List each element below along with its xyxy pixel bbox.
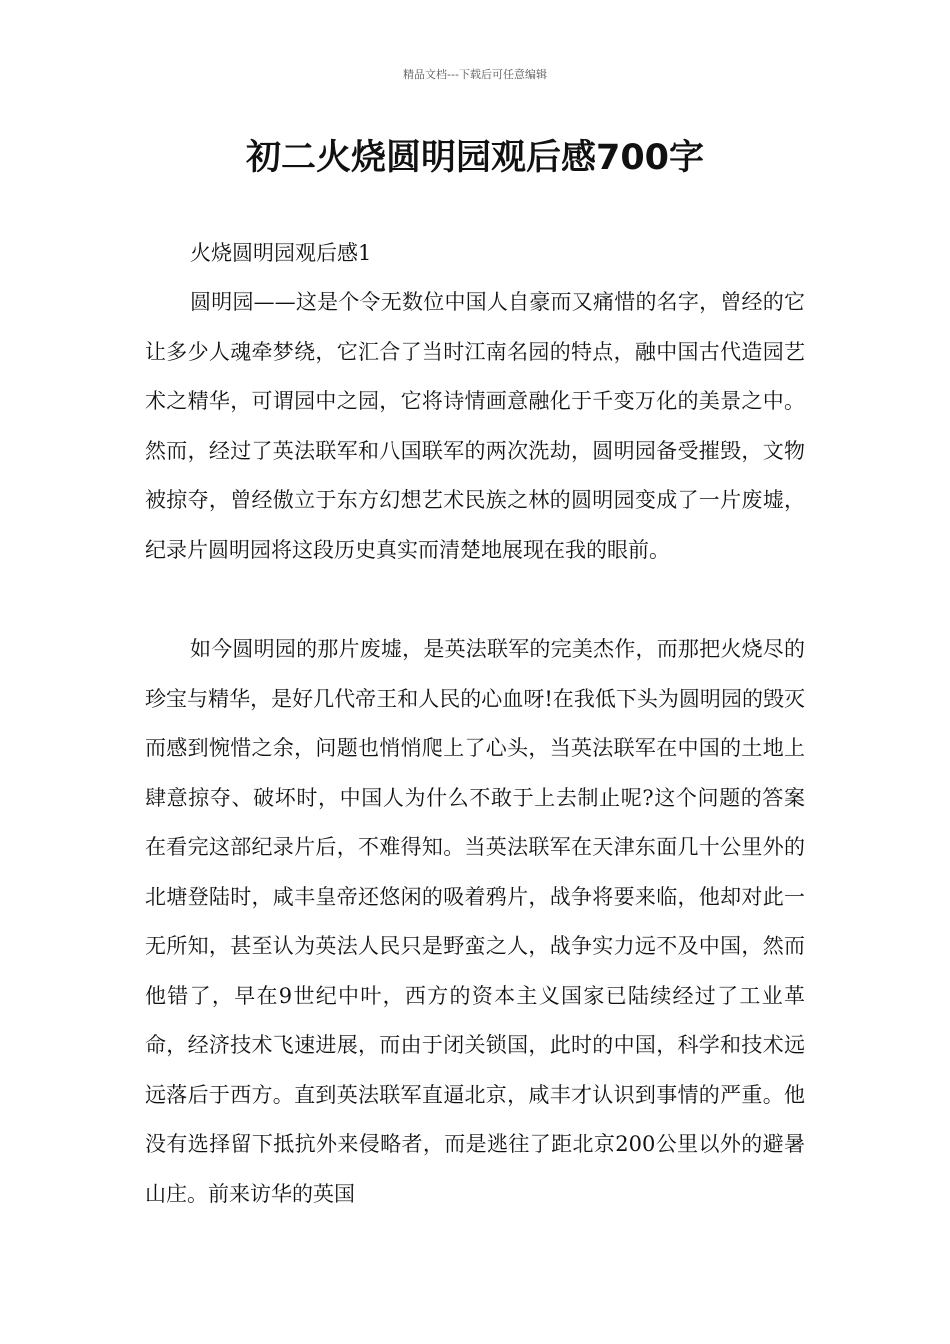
header-note: 精品文档---下载后可任意编辑 — [403, 68, 547, 81]
paragraph: 如今圆明园的那片废墟，是英法联军的完美杰作，而那把火烧尽的珍宝与精华，是好几代帝王和人民的心血呀!在我低下头为圆明园的毁灭而感到惋惜之余，问题也悄悄爬上了心头，当英法联军在中国的土地上肆意掠夺、破坏时，中国人为什么不敢于上去制止呢?这个问题的答案在看完这部纪录片后，不难得知。当英法联军在天津东面几十公里外的北塘登陆时，咸丰皇帝还悠闲的吸着鸦片，战争将要来临，他却对此一无所知，甚至认为英法人民只是野蛮之人，战争实力远不及中国，然而他错了，早在9世纪中叶，西方的资本主义国家已陆续经过了工业革命，经济技术飞速进展，而由于闭关锁国，此时的中国，科学和技术远远落后于西方。直到英法联军直逼北京，咸丰才认识到事情的严重。他没有选择留下抵抗外来侵略者，而是逃往了距北京200公里以外的避暑山庄。前来访华的英国 — [145, 637, 805, 1206]
paragraph: 圆明园——这是个令无数位中国人自豪而又痛惜的名字，曾经的它让多少人魂牵梦绕，它汇合了当时江南名园的特点，融中国古代造园艺术之精华，可谓园中之园，它将诗情画意融化于千变万化的美景之中。然而，经过了英法联军和八国联军的两次洗劫，圆明园备受摧毁，文物被掠夺，曾经傲立于东方幻想艺术民族之林的圆明园变成了一片废墟，纪录片圆明园将这段历史真实而清楚地展现在我的眼前。 — [145, 290, 805, 562]
document-title: 初二火烧圆明园观后感700字 — [245, 138, 705, 178]
section-heading: 火烧圆明园观后感1 — [190, 241, 372, 265]
